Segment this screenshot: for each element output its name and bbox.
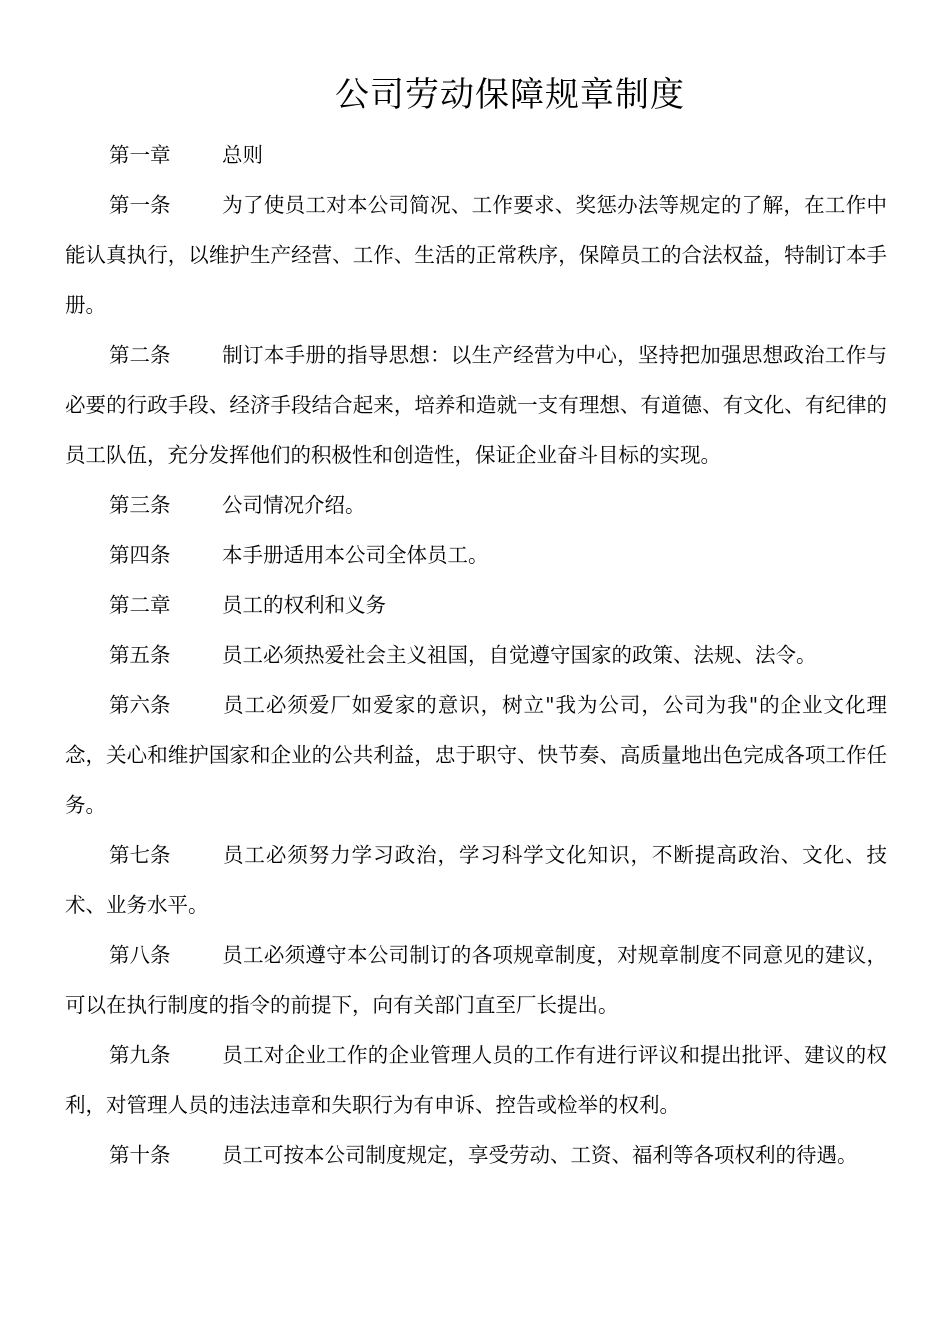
article-paragraph <box>65 630 887 680</box>
article-text: 员工必须爱厂如爱家的意识，树立"我为公司，公司为我"的企业文化理念，关心和维护国家和企业的公共利益，忠于职守、快节奏、高质量地出色完成各项工作任务。 <box>65 693 887 817</box>
article-label: 第三条 <box>109 493 171 517</box>
article-text: 为了使员工对本公司简况、工作要求、奖惩办法等规定的了解，在工作中能认真执行，以维护生产经营、工作、生活的正常秩序，保障员工的合法权益，特制订本手册。 <box>65 193 887 317</box>
article-text: 公司情况介绍。 <box>222 493 366 517</box>
article-text: 员工必须热爱社会主义祖国，自觉遵守国家的政策、法规、法令。 <box>222 643 817 667</box>
chapter-label: 第一章 <box>109 143 171 167</box>
chapter-heading <box>65 130 887 180</box>
chapter-heading <box>65 580 887 630</box>
article-text: 本手册适用本公司全体员工。 <box>222 543 489 567</box>
article-label: 第八条 <box>109 943 171 967</box>
article-label: 第四条 <box>109 543 171 567</box>
chapter-label: 第二章 <box>109 593 171 617</box>
article-text: 员工可按本公司制度规定，享受劳动、工资、福利等各项权利的待遇。 <box>222 1143 858 1167</box>
article-paragraph <box>65 330 887 480</box>
article-paragraph <box>65 1130 887 1180</box>
article-paragraph <box>65 830 887 930</box>
article-label: 第十条 <box>109 1143 171 1167</box>
article-paragraph <box>65 180 887 330</box>
article-label: 第七条 <box>109 843 171 867</box>
article-paragraph <box>65 930 887 1030</box>
article-label: 第六条 <box>109 693 171 717</box>
chapter-text: 总则 <box>222 143 263 167</box>
document-body <box>65 130 887 1180</box>
article-label: 第九条 <box>109 1043 171 1067</box>
article-text: 员工必须遵守本公司制订的各项规章制度，对规章制度不同意见的建议，可以在执行制度的指令的前提下，向有关部门直至厂长提出。 <box>65 943 887 1017</box>
article-paragraph <box>65 480 887 530</box>
article-label: 第一条 <box>109 193 171 217</box>
article-paragraph <box>65 680 887 830</box>
page-title: 公司劳动保障规章制度 <box>335 75 685 115</box>
article-paragraph <box>65 530 887 580</box>
article-text: 制订本手册的指导思想：以生产经营为中心，坚持把加强思想政治工作与必要的行政手段、经济手段结合起来，培养和造就一支有理想、有道德、有文化、有纪律的员工队伍，充分发挥他们的积极性和创造性，保证企业奋斗目标的实现。 <box>65 343 887 467</box>
chapter-text: 员工的权利和义务 <box>222 593 386 617</box>
article-label: 第二条 <box>109 343 171 367</box>
article-text: 员工必须努力学习政治，学习科学文化知识，不断提高政治、文化、技术、业务水平。 <box>65 843 887 917</box>
article-text: 员工对企业工作的企业管理人员的工作有进行评议和提出批评、建议的权利，对管理人员的违法违章和失职行为有申诉、控告或检举的权利。 <box>65 1043 887 1117</box>
article-label: 第五条 <box>109 643 171 667</box>
article-paragraph <box>65 1030 887 1130</box>
